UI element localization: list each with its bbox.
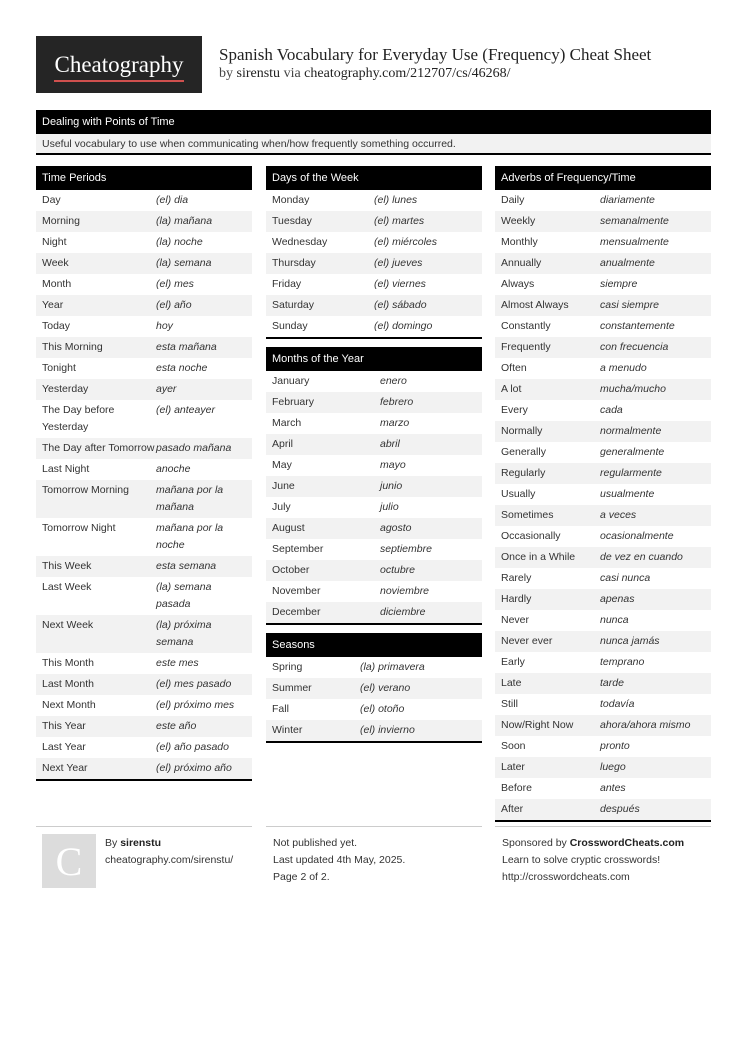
days-title: Days of the Week — [266, 166, 482, 190]
adverbs-row — [495, 274, 711, 295]
time-periods-table — [36, 166, 252, 781]
english-term: Late — [501, 677, 522, 689]
spanish-term: esta mañana — [156, 341, 217, 353]
english-term: Generally — [501, 446, 546, 458]
time-periods-row — [36, 674, 252, 695]
english-term: Week — [42, 257, 69, 269]
spanish-term: (el) viernes — [374, 278, 426, 290]
spanish-term: (el) otoño — [360, 703, 405, 715]
adverbs-row — [495, 673, 711, 694]
time-periods-row — [36, 190, 252, 211]
spanish-term: (el) invierno — [360, 724, 415, 736]
months-row — [266, 476, 482, 497]
intro-section — [36, 110, 711, 155]
adverbs-row — [495, 316, 711, 337]
english-term: Next Week — [42, 619, 94, 631]
months-row — [266, 602, 482, 623]
spanish-term: enero — [380, 375, 407, 387]
english-term: November — [272, 585, 321, 597]
spanish-term: (la) próxima semana — [156, 619, 212, 648]
spanish-term: mucha/mucho — [600, 383, 666, 395]
spanish-term: abril — [380, 438, 400, 450]
sponsor-tagline: Learn to solve cryptic crosswords! — [502, 854, 661, 866]
english-term: Still — [501, 698, 518, 710]
english-term: Weekly — [501, 215, 536, 227]
spanish-term: normalmente — [600, 425, 662, 437]
adverbs-title: Adverbs of Frequency/Time — [495, 166, 711, 190]
spanish-term: (el) jueves — [374, 257, 423, 269]
footer-author-url[interactable]: cheatography.com/sirenstu/ — [105, 854, 234, 866]
adverbs-row — [495, 232, 711, 253]
time-periods-row — [36, 337, 252, 358]
english-term: January — [272, 375, 310, 387]
english-term: This Week — [42, 560, 92, 572]
spanish-term: (el) año — [156, 299, 192, 311]
adverbs-row — [495, 337, 711, 358]
adverbs-row — [495, 400, 711, 421]
english-term: Normally — [501, 425, 543, 437]
english-term: April — [272, 438, 294, 450]
spanish-term: esta semana — [156, 560, 217, 572]
footer-author-text — [105, 835, 233, 869]
time-periods-row — [36, 400, 252, 438]
days-row — [266, 274, 482, 295]
months-row — [266, 497, 482, 518]
spanish-term: tarde — [600, 677, 624, 689]
adverbs-row — [495, 610, 711, 631]
english-term: Saturday — [272, 299, 315, 311]
time-periods-row — [36, 232, 252, 253]
spanish-term: (el) año pasado — [156, 741, 229, 753]
spanish-term: usualmente — [600, 488, 655, 500]
english-term: Spring — [272, 661, 303, 673]
days-row — [266, 190, 482, 211]
seasons-row — [266, 720, 482, 741]
english-term: Rarely — [501, 572, 532, 584]
spanish-term: casi nunca — [600, 572, 651, 584]
months-row — [266, 560, 482, 581]
english-term: This Month — [42, 657, 94, 669]
english-term: Morning — [42, 215, 80, 227]
adverbs-row — [495, 631, 711, 652]
english-term: Once in a While — [501, 551, 576, 563]
english-term: Winter — [272, 724, 303, 736]
english-term: Never — [501, 614, 530, 626]
english-term: June — [272, 480, 295, 492]
seasons-row — [266, 678, 482, 699]
spanish-term: ocasionalmente — [600, 530, 674, 542]
spanish-term: (la) mañana — [156, 215, 213, 227]
english-term: Next Year — [42, 762, 88, 774]
spanish-term: (la) noche — [156, 236, 203, 248]
english-term: Soon — [501, 740, 526, 752]
adverbs-row — [495, 358, 711, 379]
days-rows — [266, 190, 482, 337]
spanish-term: anualmente — [600, 257, 655, 269]
adverbs-row — [495, 253, 711, 274]
adverbs-row — [495, 526, 711, 547]
time-periods-row — [36, 459, 252, 480]
cheatography-logo[interactable] — [36, 36, 202, 93]
english-term: Regularly — [501, 467, 546, 479]
spanish-term: generalmente — [600, 446, 665, 458]
months-row — [266, 518, 482, 539]
seasons-table — [266, 633, 482, 743]
time-periods-title: Time Periods — [36, 166, 252, 190]
months-title: Months of the Year — [266, 347, 482, 371]
spanish-term: casi siempre — [600, 299, 659, 311]
spanish-term: (la) semana pasada — [156, 581, 212, 610]
english-term: Before — [501, 782, 532, 794]
english-term: Day — [42, 194, 61, 206]
spanish-term: (el) miércoles — [374, 236, 438, 248]
spanish-term: apenas — [600, 593, 635, 605]
time-periods-row — [36, 316, 252, 337]
english-term: Almost Always — [501, 299, 569, 311]
adverbs-row — [495, 694, 711, 715]
adverbs-row — [495, 568, 711, 589]
seasons-row — [266, 657, 482, 678]
spanish-term: a menudo — [600, 362, 647, 374]
time-periods-row — [36, 737, 252, 758]
time-periods-row — [36, 577, 252, 615]
seasons-rows — [266, 657, 482, 741]
english-term: Last Week — [42, 581, 92, 593]
months-row — [266, 434, 482, 455]
spanish-term: este año — [156, 720, 197, 732]
adverbs-row — [495, 757, 711, 778]
english-term: September — [272, 543, 324, 555]
spanish-term: (el) mes pasado — [156, 678, 232, 690]
english-term: May — [272, 459, 292, 471]
adverbs-row — [495, 463, 711, 484]
spanish-term: (el) próximo mes — [156, 699, 235, 711]
spanish-term: (el) verano — [360, 682, 411, 694]
footer-sponsor — [495, 826, 711, 906]
english-term: Later — [501, 761, 525, 773]
english-term: Last Month — [42, 678, 94, 690]
intro-title: Dealing with Points of Time — [36, 110, 711, 134]
adverbs-row — [495, 547, 711, 568]
english-term: Often — [501, 362, 527, 374]
months-rows — [266, 371, 482, 623]
adverbs-row — [495, 715, 711, 736]
spanish-term: diariamente — [600, 194, 655, 206]
days-table — [266, 166, 482, 339]
adverbs-row — [495, 505, 711, 526]
english-term: The Day after Tomorrow — [42, 442, 155, 454]
spanish-term: todavía — [600, 698, 635, 710]
english-term: Night — [42, 236, 67, 248]
time-periods-row — [36, 480, 252, 518]
spanish-term: con frecuencia — [600, 341, 669, 353]
spanish-term: (la) primavera — [360, 661, 425, 673]
english-term: Tomorrow Morning — [42, 484, 129, 496]
spanish-term: temprano — [600, 656, 645, 668]
english-term: Today — [42, 320, 71, 332]
spanish-term: anoche — [156, 463, 191, 475]
days-row — [266, 232, 482, 253]
english-term: Occasionally — [501, 530, 561, 542]
english-term: Sunday — [272, 320, 308, 332]
spanish-term: agosto — [380, 522, 412, 534]
spanish-term: (la) semana — [156, 257, 212, 269]
spanish-term: mañana por la mañana — [156, 484, 224, 513]
english-term: Fall — [272, 703, 289, 715]
months-row — [266, 413, 482, 434]
english-term: Thursday — [272, 257, 316, 269]
seasons-row — [266, 699, 482, 720]
english-term: August — [272, 522, 305, 534]
sheet-url-link[interactable]: cheatography.com/212707/cs/46268/ — [304, 66, 511, 81]
days-row — [266, 316, 482, 337]
time-periods-row — [36, 653, 252, 674]
english-term: Monthly — [501, 236, 538, 248]
spanish-term: julio — [380, 501, 399, 513]
spanish-term: (el) mes — [156, 278, 194, 290]
english-term: July — [272, 501, 291, 513]
english-term: Hardly — [501, 593, 532, 605]
spanish-term: marzo — [380, 417, 410, 429]
last-updated: Last updated 4th May, 2025. — [273, 854, 406, 866]
days-row — [266, 253, 482, 274]
months-row — [266, 581, 482, 602]
spanish-term: regularmente — [600, 467, 662, 479]
adverbs-row — [495, 442, 711, 463]
days-row — [266, 295, 482, 316]
time-periods-row — [36, 379, 252, 400]
spanish-term: a veces — [600, 509, 637, 521]
spanish-term: antes — [600, 782, 626, 794]
english-term: Year — [42, 299, 64, 311]
time-periods-row — [36, 556, 252, 577]
english-term: Last Night — [42, 463, 90, 475]
sponsor-url[interactable]: http://crosswordcheats.com — [502, 871, 630, 883]
english-term: Daily — [501, 194, 525, 206]
spanish-term: (el) dia — [156, 194, 189, 206]
english-term: Annually — [501, 257, 542, 269]
spanish-term: este mes — [156, 657, 199, 669]
logo-text: Cheatography — [54, 51, 184, 77]
by-label: by — [219, 66, 233, 81]
english-term: Usually — [501, 488, 536, 500]
english-term: Last Year — [42, 741, 86, 753]
english-term: Tonight — [42, 362, 76, 374]
english-term: Wednesday — [272, 236, 328, 248]
spanish-term: (el) martes — [374, 215, 425, 227]
adverbs-row — [495, 190, 711, 211]
footer-publish-info — [266, 826, 482, 906]
spanish-term: mayo — [380, 459, 406, 471]
english-term: Now/Right Now — [501, 719, 574, 731]
time-periods-row — [36, 518, 252, 556]
months-row — [266, 455, 482, 476]
spanish-term: mensualmente — [600, 236, 669, 248]
page-number: Page 2 of 2. — [273, 871, 330, 883]
english-term: Friday — [272, 278, 302, 290]
spanish-term: (el) sábado — [374, 299, 427, 311]
time-periods-row — [36, 253, 252, 274]
intro-description: Useful vocabulary to use when communicating when/how frequently something occurred. — [36, 134, 711, 155]
time-periods-row — [36, 438, 252, 459]
adverbs-row — [495, 589, 711, 610]
spanish-term: ahora/ahora mismo — [600, 719, 691, 731]
author-avatar — [42, 834, 96, 888]
spanish-term: diciembre — [380, 606, 426, 618]
spanish-term: pasado mañana — [156, 442, 232, 454]
adverbs-row — [495, 652, 711, 673]
spanish-term: (el) domingo — [374, 320, 433, 332]
months-table — [266, 347, 482, 625]
spanish-term: nunca jamás — [600, 635, 660, 647]
spanish-term: pronto — [600, 740, 630, 752]
time-periods-row — [36, 615, 252, 653]
english-term: October — [272, 564, 310, 576]
adverbs-row — [495, 379, 711, 400]
spanish-term: hoy — [156, 320, 173, 332]
english-term: Sometimes — [501, 509, 554, 521]
seasons-title: Seasons — [266, 633, 482, 657]
adverbs-row — [495, 295, 711, 316]
spanish-term: septiembre — [380, 543, 432, 555]
spanish-term: mañana por la noche — [156, 522, 224, 551]
adverbs-rows — [495, 190, 711, 820]
english-term: Frequently — [501, 341, 551, 353]
english-term: This Morning — [42, 341, 103, 353]
published-status: Not published yet. — [273, 837, 358, 849]
spanish-term: cada — [600, 404, 623, 416]
months-row — [266, 539, 482, 560]
time-periods-row — [36, 274, 252, 295]
english-term: Early — [501, 656, 525, 668]
english-term: Next Month — [42, 699, 96, 711]
time-periods-row — [36, 211, 252, 232]
spanish-term: junio — [380, 480, 403, 492]
spanish-term: ayer — [156, 383, 177, 395]
spanish-term: (el) próximo año — [156, 762, 232, 774]
footer-by-label: By — [105, 837, 118, 849]
spanish-term: octubre — [380, 564, 416, 576]
avatar-letter: C — [55, 838, 83, 884]
sponsored-label: Sponsored by — [502, 837, 567, 849]
days-row — [266, 211, 482, 232]
english-term: The Day before Yesterday — [42, 404, 115, 433]
time-periods-row — [36, 295, 252, 316]
adverbs-row — [495, 211, 711, 232]
sponsor-link[interactable]: CrosswordCheats.com — [569, 837, 685, 849]
english-term: Summer — [272, 682, 312, 694]
adverbs-row — [495, 484, 711, 505]
page-subtitle — [219, 66, 511, 82]
adverbs-row — [495, 799, 711, 820]
english-term: March — [272, 417, 302, 429]
spanish-term: luego — [600, 761, 626, 773]
spanish-term: siempre — [600, 278, 638, 290]
english-term: A lot — [501, 383, 522, 395]
spanish-term: (el) anteayer — [156, 404, 215, 416]
via-label: via — [283, 66, 301, 81]
months-row — [266, 392, 482, 413]
english-term: Month — [42, 278, 72, 290]
spanish-term: de vez en cuando — [600, 551, 683, 563]
english-term: Every — [501, 404, 528, 416]
time-periods-row — [36, 358, 252, 379]
footer-author-link[interactable]: sirenstu — [120, 837, 162, 849]
time-periods-row — [36, 758, 252, 779]
english-term: After — [501, 803, 524, 815]
time-periods-row — [36, 716, 252, 737]
english-term: February — [272, 396, 315, 408]
spanish-term: constantemente — [600, 320, 675, 332]
author-link[interactable]: sirenstu — [236, 66, 281, 81]
spanish-term: febrero — [380, 396, 414, 408]
adverbs-table — [495, 166, 711, 822]
english-term: Yesterday — [42, 383, 89, 395]
adverbs-row — [495, 736, 711, 757]
english-term: Tuesday — [272, 215, 312, 227]
spanish-term: esta noche — [156, 362, 208, 374]
english-term: Monday — [272, 194, 310, 206]
english-term: December — [272, 606, 321, 618]
time-periods-rows — [36, 190, 252, 779]
spanish-term: nunca — [600, 614, 629, 626]
adverbs-row — [495, 421, 711, 442]
spanish-term: después — [600, 803, 640, 815]
spanish-term: (el) lunes — [374, 194, 418, 206]
english-term: Never ever — [501, 635, 553, 647]
spanish-term: semanalmente — [600, 215, 669, 227]
spanish-term: noviembre — [380, 585, 430, 597]
time-periods-row — [36, 695, 252, 716]
english-term: Constantly — [501, 320, 551, 332]
english-term: Always — [501, 278, 535, 290]
months-row — [266, 371, 482, 392]
english-term: Tomorrow Night — [42, 522, 116, 534]
english-term: This Year — [42, 720, 86, 732]
adverbs-row — [495, 778, 711, 799]
page-title: Spanish Vocabulary for Everyday Use (Frequency) Cheat Sheet — [219, 45, 652, 64]
